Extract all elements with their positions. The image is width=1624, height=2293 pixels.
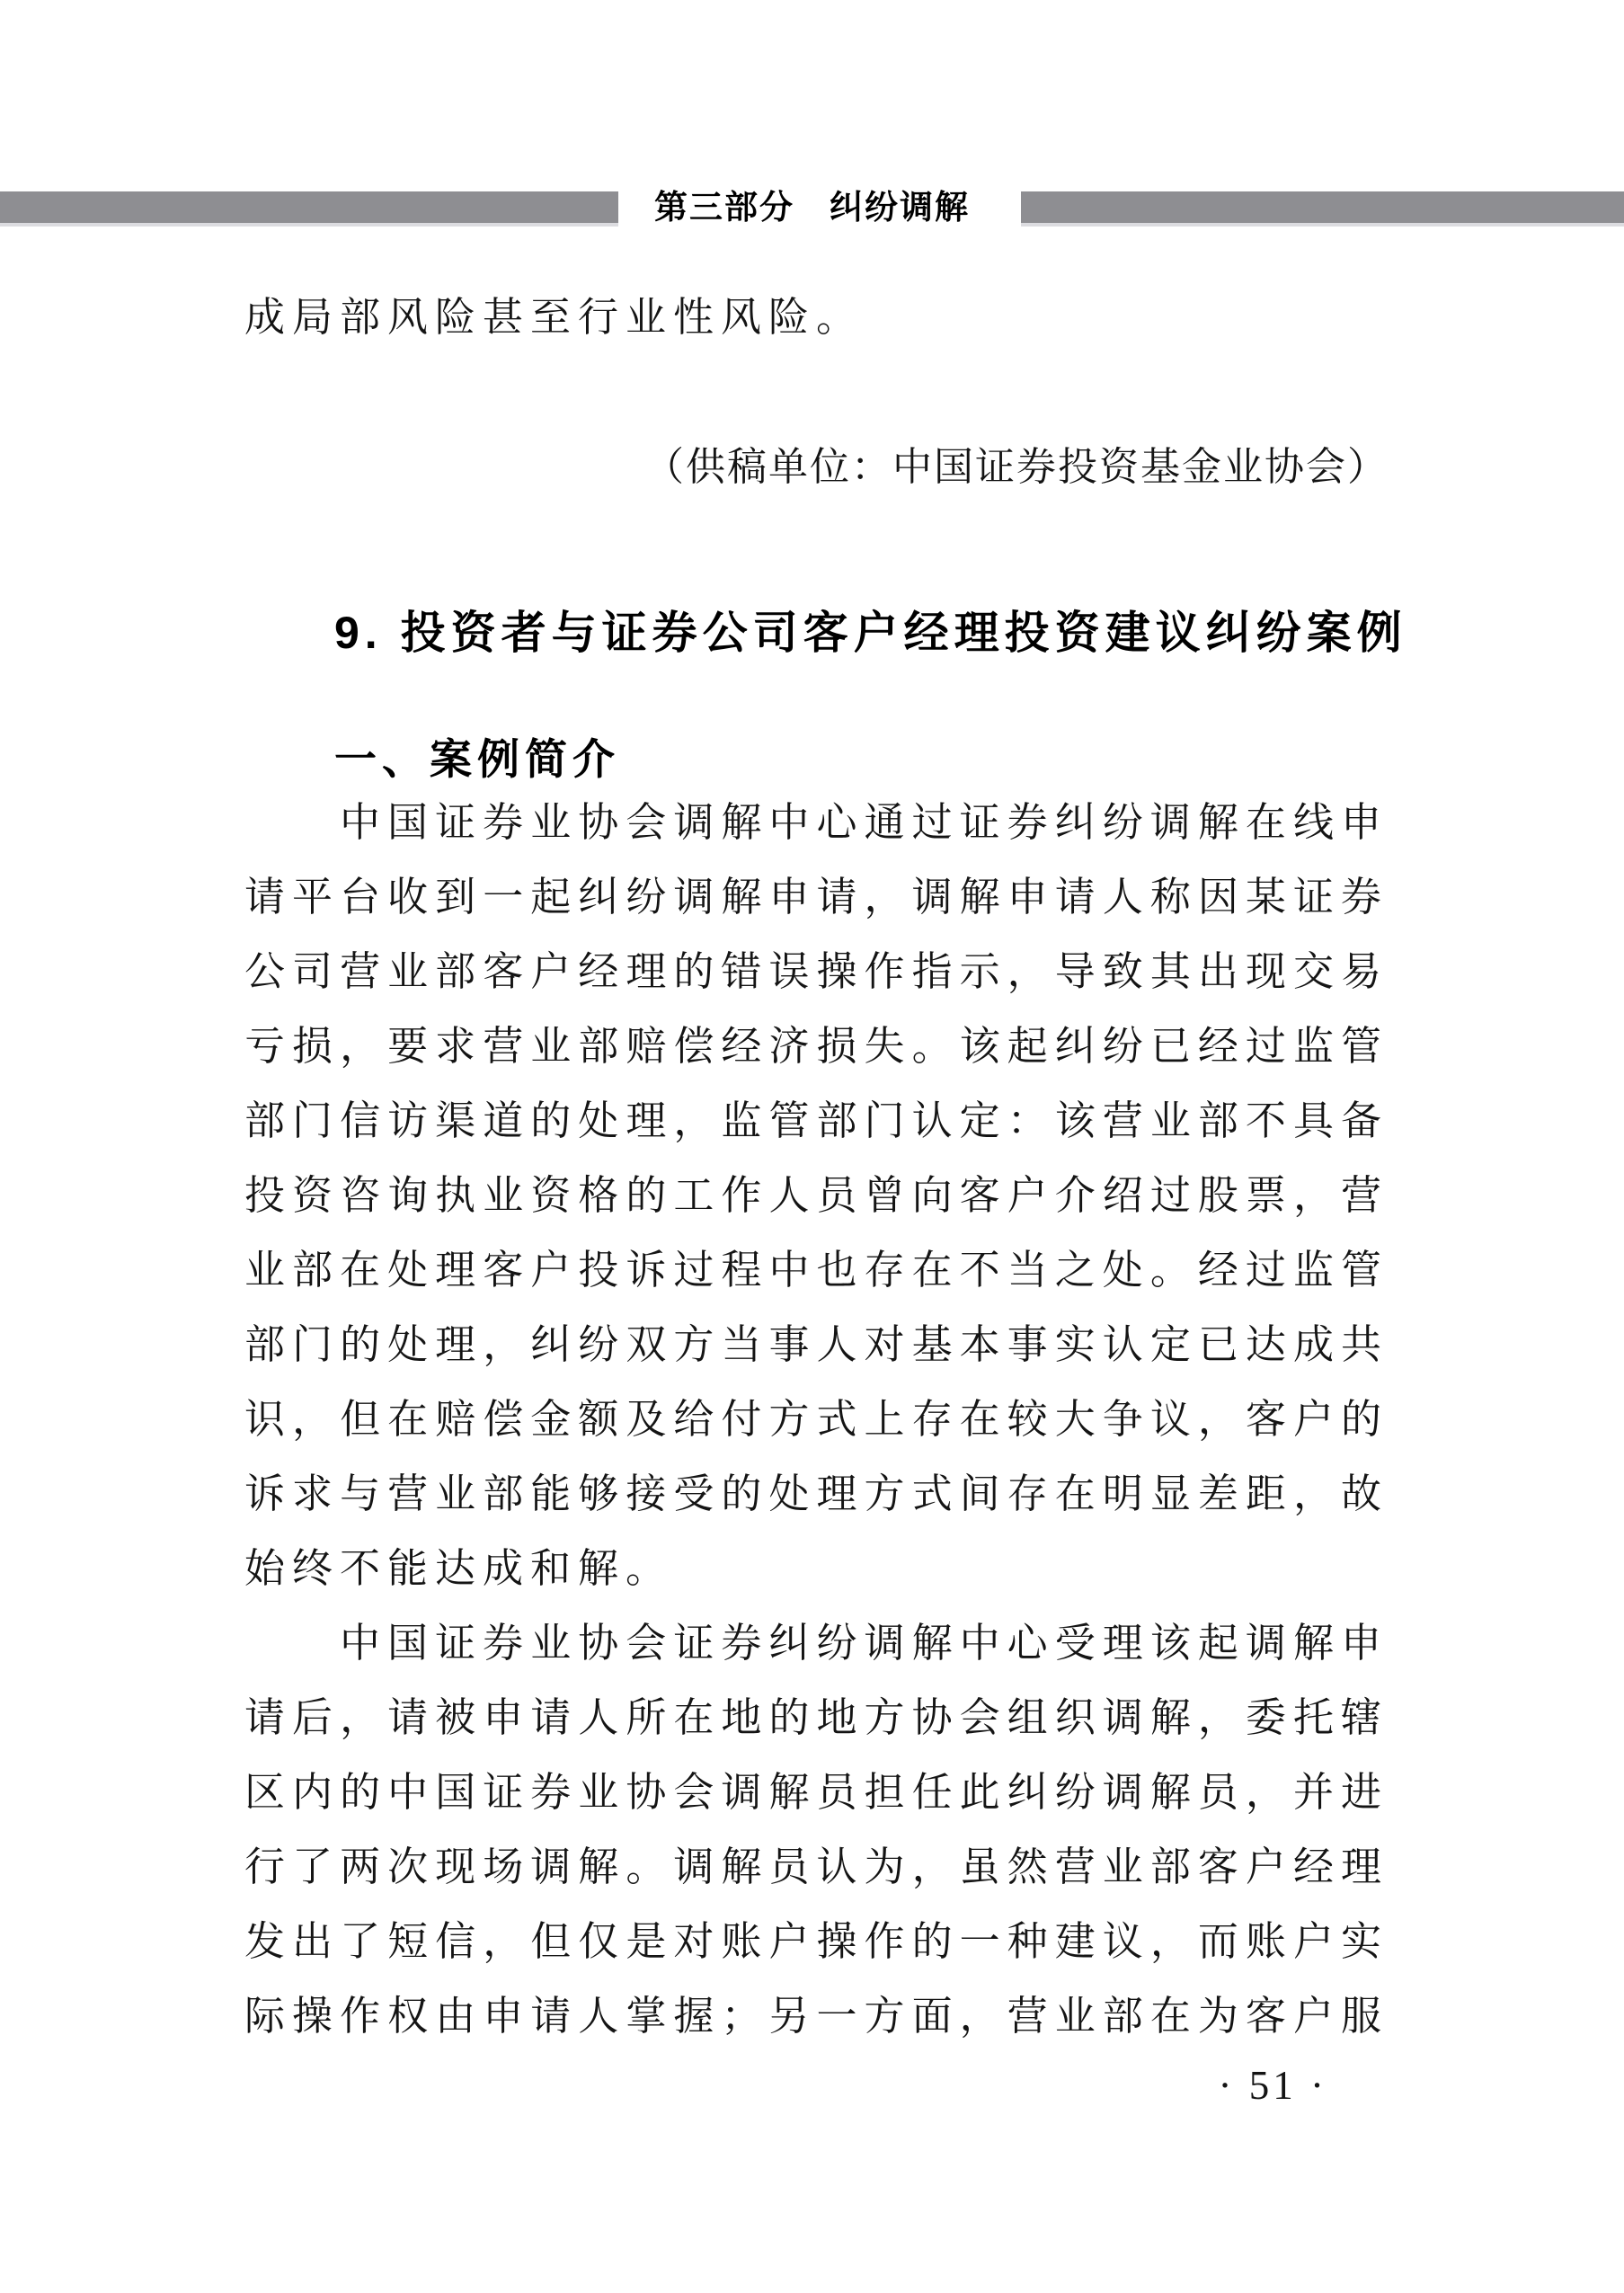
carryover-paragraph-line: 成局部风险甚至行业性风险。 [244, 295, 865, 340]
body-line: 亏损，要求营业部赔偿经济损失。该起纠纷已经过监管 [244, 1024, 1389, 1069]
body-line: 投资咨询执业资格的工作人员曾向客户介绍过股票，营 [244, 1173, 1389, 1218]
body-line: 行了两次现场调解。调解员认为，虽然营业部客户经理 [244, 1844, 1389, 1889]
body-line: 区内的中国证券业协会调解员担任此纠纷调解员，并进 [244, 1770, 1389, 1815]
paragraph-1 [244, 786, 1389, 1606]
page-number: · 51 · [1218, 2063, 1327, 2108]
body-line: 发出了短信，但仅是对账户操作的一种建议，而账户实 [244, 1919, 1389, 1964]
body-line: 公司营业部客户经理的错误操作指示，导致其出现交易 [244, 949, 1389, 994]
body-line: 际操作权由申请人掌握；另一方面，营业部在为客户服 [244, 1994, 1389, 2039]
body-line: 中国证券业协会证券纠纷调解中心受理该起调解申 [340, 1621, 1389, 1666]
body-line: 请平台收到一起纠纷调解申请，调解申请人称因某证券 [244, 875, 1389, 920]
body-line: 部门信访渠道的处理，监管部门认定：该营业部不具备 [244, 1098, 1389, 1143]
body-line: 中国证券业协会调解中心通过证券纠纷调解在线申 [340, 800, 1389, 845]
paragraph-2 [244, 1606, 1389, 2054]
section-heading: 9. 投资者与证券公司客户经理投资建议纠纷案例 [334, 608, 1407, 658]
body-line: 业部在处理客户投诉过程中也存在不当之处。经过监管 [244, 1248, 1389, 1293]
attribution-line: （供稿单位：中国证券投资基金业协会） [644, 445, 1389, 489]
body-line: 识，但在赔偿金额及给付方式上存在较大争议，客户的 [244, 1397, 1389, 1442]
sub-heading: 一、案例简介 [334, 735, 620, 783]
body-line: 部门的处理，纠纷双方当事人对基本事实认定已达成共 [244, 1322, 1389, 1367]
body-line: 始终不能达成和解。 [244, 1546, 674, 1591]
running-head-title: 第三部分 纠纷调解 [654, 189, 970, 226]
body-line: 诉求与营业部能够接受的处理方式间存在明显差距，故 [244, 1471, 1389, 1516]
body-line: 请后，请被申请人所在地的地方协会组织调解，委托辖 [244, 1695, 1389, 1740]
